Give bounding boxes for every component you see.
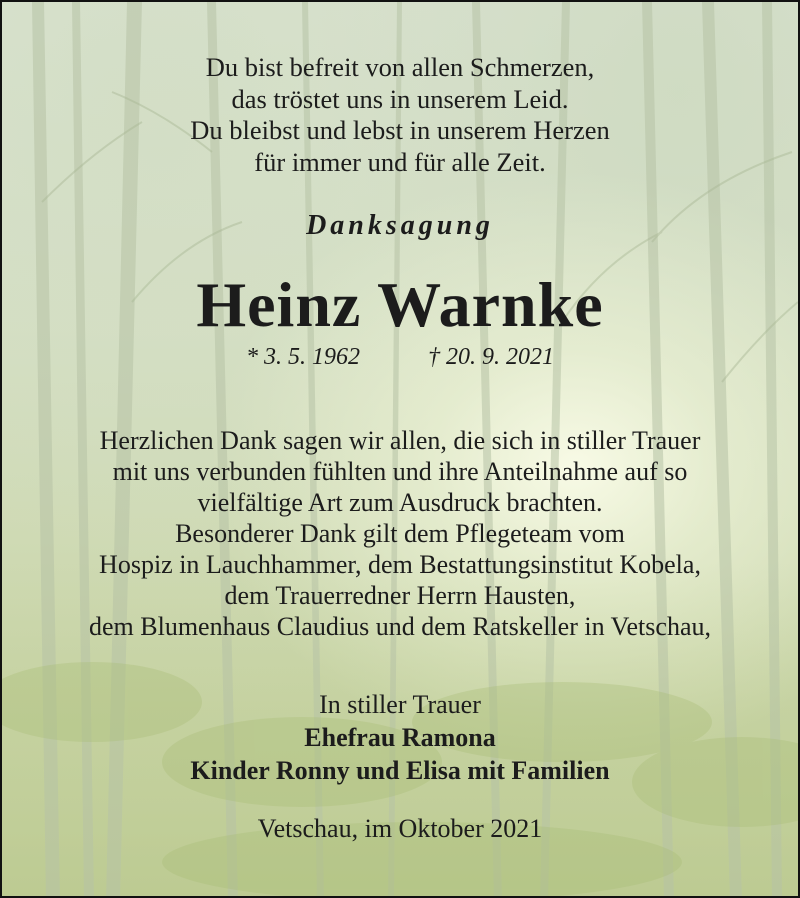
thank-you-text [2, 425, 798, 642]
place-and-date: Vetschau, im Oktober 2021 [257, 814, 543, 843]
body-line: vielfältige Art zum Ausdruck brachten. [197, 488, 603, 517]
body-line: dem Blumenhaus Claudius und dem Ratskeller in Vetschau, [89, 612, 711, 641]
signature-children: Kinder Ronny und Elisa mit Familien [190, 756, 610, 785]
signature-spouse: Ehefrau Ramona [304, 723, 496, 752]
verse-line: für immer und für alle Zeit. [254, 146, 546, 177]
body-line: Besonderer Dank gilt dem Pflegeteam vom [175, 519, 625, 548]
verse-line: Du bleibst und lebst in unserem Herzen [190, 115, 610, 145]
death-date: † 20. 9. 2021 [428, 344, 554, 370]
life-dates [2, 344, 798, 371]
signature-block [2, 688, 798, 787]
signature-intro: In stiller Trauer [319, 690, 481, 719]
verse-line: das tröstet uns in unserem Leid. [231, 83, 569, 114]
heading-danksagung: Danksagung [306, 210, 494, 241]
deceased-name: Heinz Warnke [196, 269, 604, 340]
body-line: Herzlichen Dank sagen wir allen, die sich in stiller Trauer [99, 426, 701, 455]
body-line: dem Trauerredner Herrn Hausten, [224, 581, 576, 610]
verse [2, 52, 798, 178]
verse-line: Du bist befreit von allen Schmerzen, [205, 52, 595, 82]
body-line: mit uns verbunden fühlten und ihre Anteilnahme auf so [112, 457, 688, 486]
body-line: Hospiz in Lauchhammer, dem Bestattungsinstitut Kobela, [99, 550, 701, 579]
birth-date: * 3. 5. 1962 [246, 344, 360, 370]
